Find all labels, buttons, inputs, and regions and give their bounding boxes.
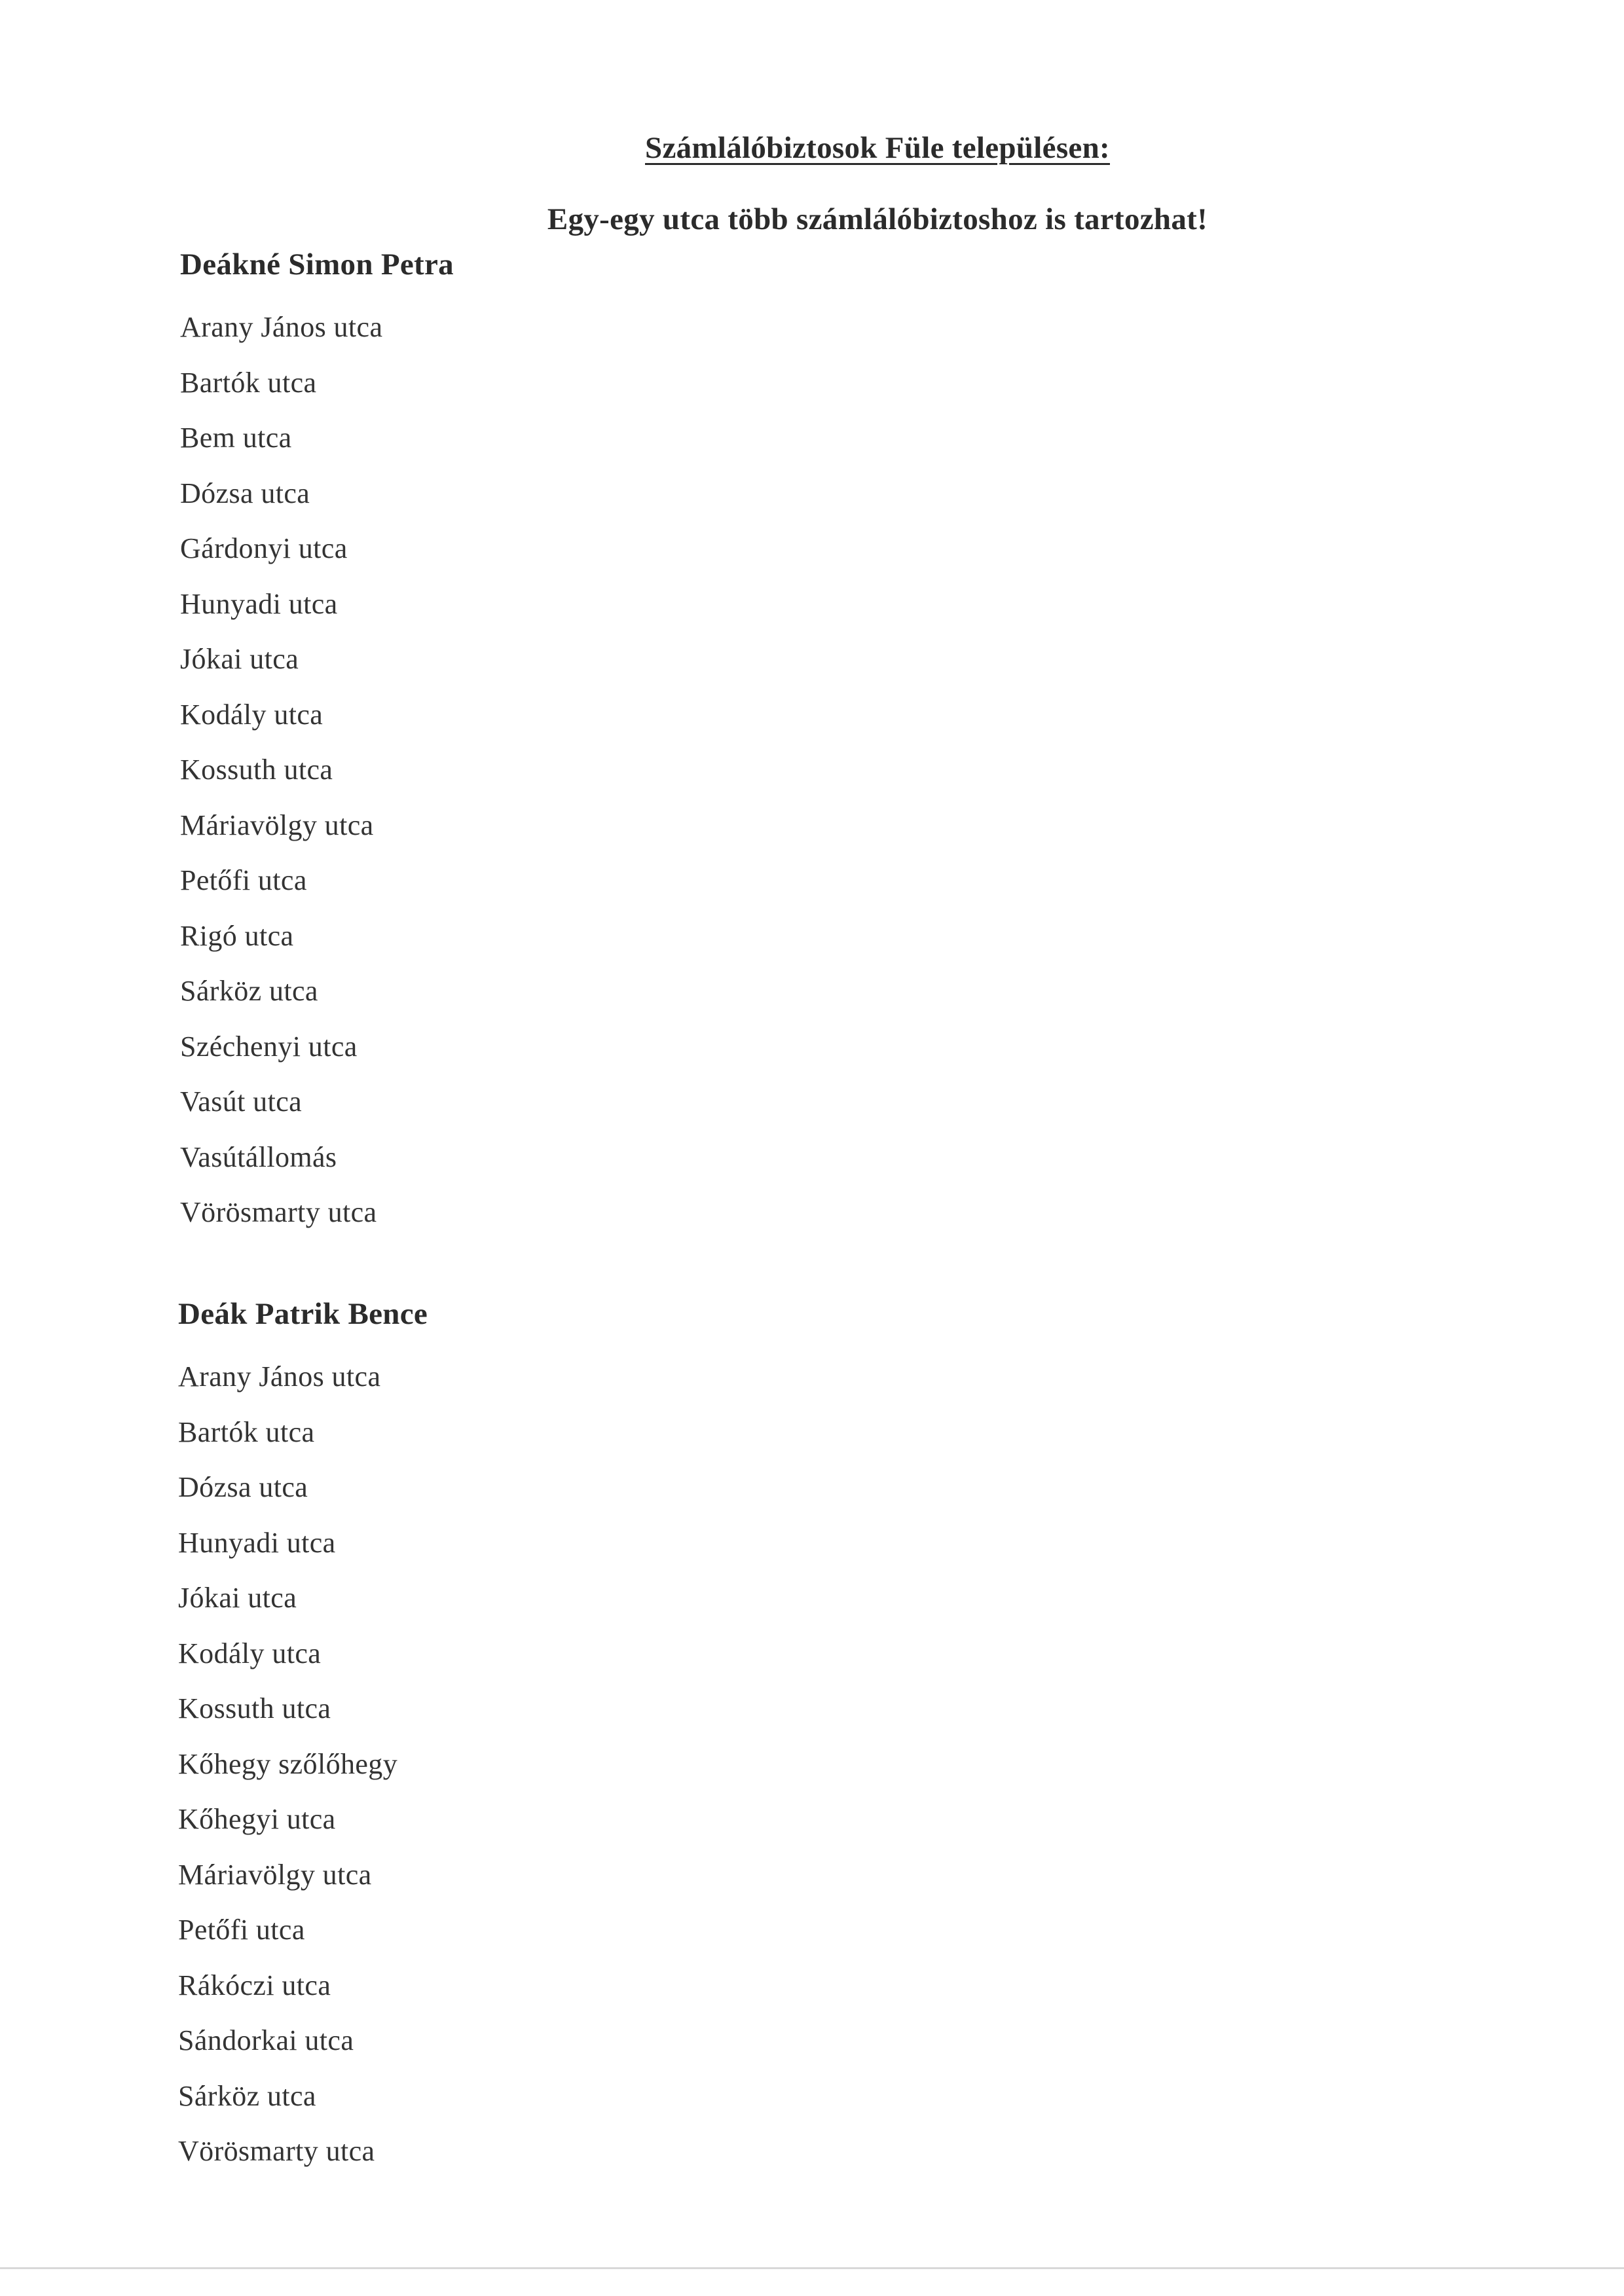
street-item: Sándorkai utca: [178, 2024, 354, 2056]
street-item: Bartók utca: [180, 366, 317, 399]
enumerator-section: [180, 245, 454, 1241]
street-item: Arany János utca: [178, 1360, 381, 1393]
street-item: Máriavölgy utca: [178, 1858, 372, 1891]
street-item: Jókai utca: [180, 643, 299, 675]
street-item: Rigó utca: [180, 919, 294, 952]
street-item: Gárdonyi utca: [180, 532, 348, 564]
street-item: Rákóczi utca: [178, 1969, 331, 2001]
street-item: Jókai utca: [178, 1582, 297, 1614]
street-item: Vasútállomás: [180, 1140, 337, 1173]
document-subtitle: Egy-egy utca több számlálóbiztoshoz is tartozhat!: [547, 202, 1208, 236]
street-item: Dózsa utca: [180, 477, 310, 509]
document-title: Számlálóbiztosok Füle településen:: [645, 131, 1110, 165]
street-item: Petőfi utca: [178, 1914, 305, 1946]
street-item: Hunyadi utca: [180, 587, 338, 620]
document-heading: [485, 128, 1270, 239]
street-item: Sárköz utca: [180, 975, 318, 1007]
enumerator-name: Deákné Simon Petra: [180, 247, 454, 282]
street-item: Bem utca: [180, 422, 292, 454]
enumerator-section: [178, 1294, 428, 2179]
street-list: [180, 300, 454, 1241]
street-item: Vasút utca: [180, 1085, 303, 1118]
street-item: Kossuth utca: [178, 1692, 331, 1724]
street-item: Arany János utca: [180, 311, 383, 343]
street-item: Sárköz utca: [178, 2079, 316, 2112]
street-item: Széchenyi utca: [180, 1030, 358, 1063]
street-item: Máriavölgy utca: [180, 809, 374, 841]
street-item: Kodály utca: [180, 698, 323, 731]
street-item: Kőhegyi utca: [178, 1803, 336, 1835]
enumerator-name: Deák Patrik Bence: [178, 1297, 428, 1331]
street-item: Hunyadi utca: [178, 1526, 336, 1559]
street-item: Petőfi utca: [180, 864, 307, 896]
street-item: Vörösmarty utca: [178, 2135, 375, 2167]
street-list: [178, 1349, 428, 2179]
street-item: Bartók utca: [178, 1415, 315, 1448]
street-item: Kőhegy szőlőhegy: [178, 1747, 398, 1780]
scan-edge-line: [0, 2267, 1624, 2269]
street-item: Dózsa utca: [178, 1471, 308, 1503]
street-item: Kodály utca: [178, 1637, 322, 1669]
street-item: Vörösmarty utca: [180, 1196, 377, 1228]
street-item: Kossuth utca: [180, 754, 333, 786]
